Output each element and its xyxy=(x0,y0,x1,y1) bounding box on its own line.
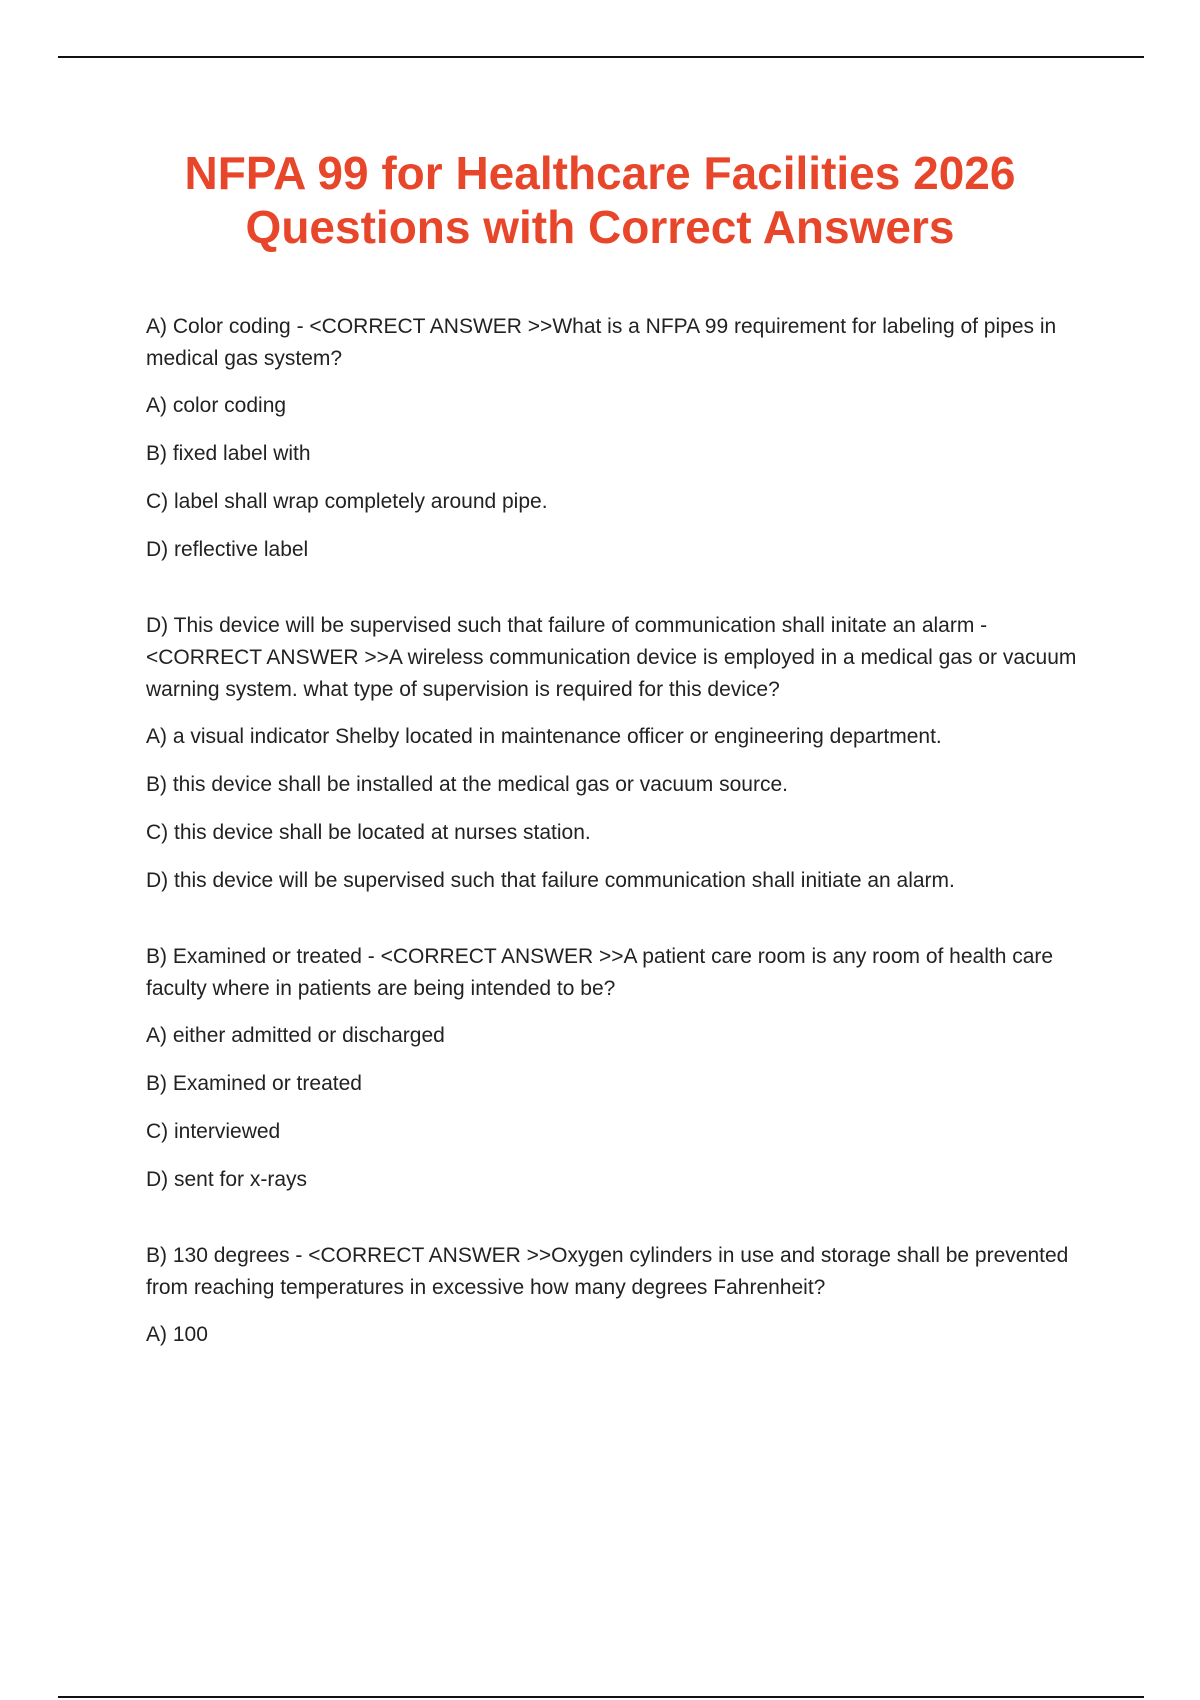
answer-option: C) label shall wrap completely around pipe. xyxy=(146,490,548,513)
answer-option: A) a visual indicator Shelby located in maintenance officer or engineering department. xyxy=(146,725,942,748)
question-block-4 xyxy=(146,1240,1086,1351)
question-block-1 xyxy=(146,311,1086,566)
answer-option: C) interviewed xyxy=(146,1120,281,1143)
answer-option: A) 100 xyxy=(146,1323,208,1346)
answer-option: B) Examined or treated xyxy=(146,1072,362,1095)
question-text: A) Color coding - <CORRECT ANSWER >>What is a NFPA 99 requirement for labeling of pipes in medical gas system? xyxy=(146,315,1057,370)
top-rule xyxy=(58,56,1144,58)
title-line-2: Questions with Correct Answers xyxy=(245,201,955,253)
bottom-rule xyxy=(58,1696,1144,1698)
question-list xyxy=(146,311,1086,1395)
question-text: B) 130 degrees - <CORRECT ANSWER >>Oxygen cylinders in use and storage shall be prevented from reaching temperatures in excessive how many degrees Fahrenheit? xyxy=(146,1244,1069,1299)
answer-option: D) this device will be supervised such that failure communication shall initiate an alarm. xyxy=(146,869,955,892)
question-text: B) Examined or treated - <CORRECT ANSWER >>A patient care room is any room of health care faculty where in patients are being intended to be? xyxy=(146,945,1054,1000)
question-block-2 xyxy=(146,610,1086,897)
answer-option: A) color coding xyxy=(146,394,287,417)
answer-option: C) this device shall be located at nurses station. xyxy=(146,821,591,844)
answer-option: B) fixed label with xyxy=(146,442,311,465)
title-line-1: NFPA 99 for Healthcare Facilities 2026 xyxy=(184,147,1016,199)
question-text: D) This device will be supervised such that failure of communication shall initate an alarm - <CORRECT ANSWER >>A wireless communication device is employed in a medical gas or vacuum warning system. what type of supervision is required for this device? xyxy=(146,614,1077,701)
answer-option: D) reflective label xyxy=(146,538,309,561)
answer-option: A) either admitted or discharged xyxy=(146,1024,445,1047)
page-title xyxy=(100,146,1100,254)
question-block-3 xyxy=(146,941,1086,1196)
answer-option: D) sent for x-rays xyxy=(146,1168,308,1191)
answer-option: B) this device shall be installed at the medical gas or vacuum source. xyxy=(146,773,788,796)
